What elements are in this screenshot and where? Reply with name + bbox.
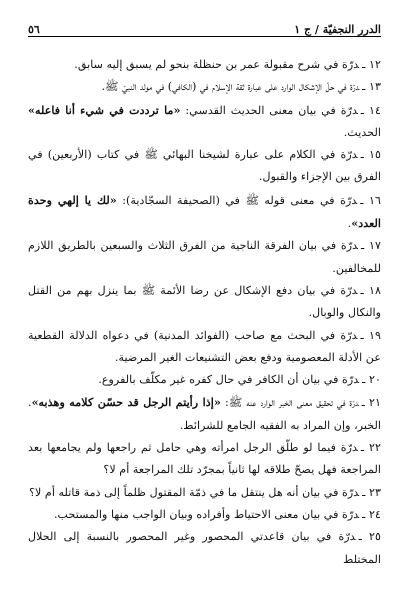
list-item [28,76,381,98]
entry-tail: الحديث. [343,125,381,139]
entry-text: درّة في بيان الفرقة الناجية من الفرق الثلاث والسبعين بالطريق اللازم للمخالفين. [28,239,381,275]
entry-text: درّة في بيان أن الكافر في حال كفره غير مكلّف بالفروع. [98,373,360,387]
entry-number: ٢٥ ـ [358,530,382,544]
entry-number: ١٢ ـ [362,58,381,71]
list-item [28,391,381,437]
entry-number: ٢٤ ـ [362,507,381,521]
entry-number: ٢١ ـ [361,396,381,410]
entry-text: درّة في تحقيق معنى الخبر الوارد عنه ﷺ: [220,396,359,410]
entry-number: ١٤ ـ [360,103,381,117]
entry-text: درّة في الكلام على عبارة لشيخنا البهائي ﷺ في كتاب (الأربعين) في الفرق بين الإجزاء والقبول. [28,148,381,184]
entry-number: ٢٠ ـ [362,373,381,387]
entry-number: ١٩ ـ [360,328,381,342]
list-item [28,482,381,504]
entry-number: ١٦ ـ [360,193,381,207]
list-item [28,526,381,571]
page-number: ٥٦ [28,23,40,36]
running-title: الدرر النجفيّة / ج ١ [294,23,381,36]
entry-text: درّة في شرح مقبولة عمر بن حنظلة بنحو لم يسبق إليه سابق. [74,58,360,71]
entry-text: درّة في معنى قوله ﷺ في (الصحيفة السجّادية): [116,193,358,207]
entry-number: ١٥ ـ [360,148,381,162]
entry-text: درّة في بيان أنه هل ينتقل ما في ذمّة المقتول ظلماً إلى ذمة قاتله أم لا؟ [29,485,360,499]
list-item [28,189,381,236]
entry-text: درّة في بيان معنى الحديث القدسي: [180,103,358,117]
entry-tail: . الخبر، وإن المراد به الفقيه الجامع للشرائط. [28,396,381,432]
list-item [28,54,381,76]
entry-number: ٢٣ ـ [362,485,381,499]
list-item [28,437,381,482]
entry-text: درّة في بيان دفع الإشكال عن رضا الأئمة ﷺ بما ينزل بهم من القتل والنكال والوبال. [28,283,381,320]
list-item [28,99,381,145]
entry-text: درّة في بيان قاعدتي المحصور وغير المحصور بالنسبة إلى الحلال المختلط [28,530,381,566]
entries-list [28,54,381,571]
entry-quote: «إذا رأيتم الرجل قد حسّن كلامه وهذبه» [31,395,221,410]
entry-quote: «لك يا إلهي وحدة العدد» [28,192,381,231]
entry-tail: . [347,217,352,231]
entry-quote: «ما ترددت في شيء أنا فاعله» [28,102,181,117]
entry-text: درّة في بيان معنى الاحتياط وأفراده وبيان الواجب منها والمستحب. [53,507,360,521]
list-item [28,280,381,325]
entry-text: درّة في البحث مع صاحب (الفوائد المدنية) في دعواه الدلالة القطعية عن الأدلة المعصومية ودفع بعض التشنيعات الغير المرضية. [28,328,381,364]
entry-number: ٢٢ ـ [360,441,381,455]
page-header [28,18,381,37]
list-item [28,235,381,280]
entry-number: ١٣ ـ [362,80,381,94]
entry-number: ١٧ ـ [361,239,381,253]
entry-text: درّة فيما لو طلّق الرجل امرأته وهي حامل ثم راجعها ولم يجامعها بعد المراجعة فهل يصحّ طلاقه لها ثانياً بمجرّد تلك المراجعة أم لا؟ [28,441,381,477]
list-item [28,369,381,391]
entry-text: درّة في حلّ الإشكال الوارد على عبارة ثقة الإسلام في (الكافي) في مولد النبيّ ﷺ. [101,80,360,94]
list-item [28,325,381,370]
entry-number: ١٨ ـ [360,283,381,297]
list-item [28,144,381,189]
list-item [28,504,381,526]
